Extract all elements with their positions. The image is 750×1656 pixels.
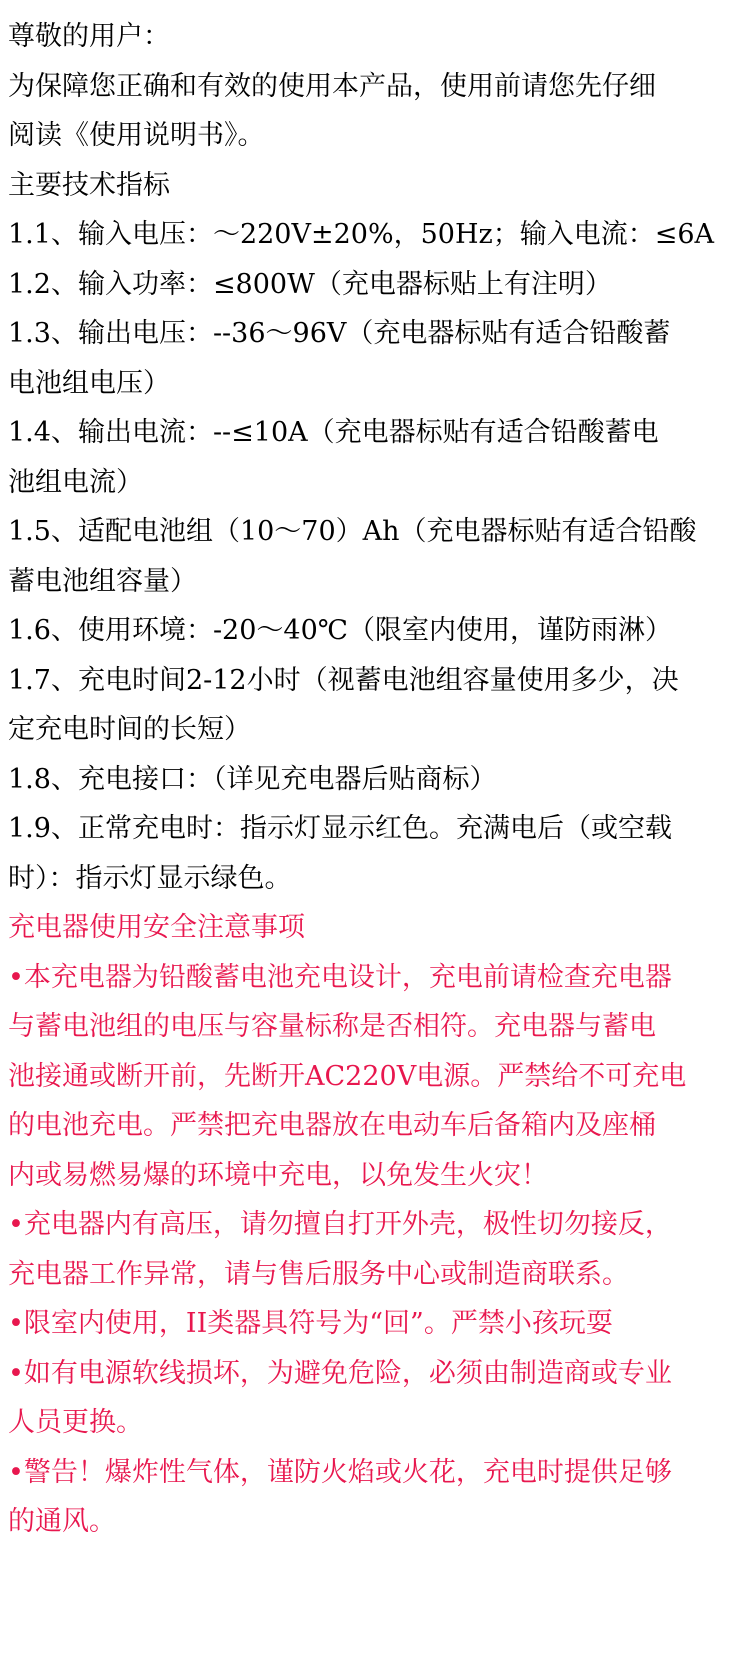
- safety-line: 池接通或断开前，先断开AC220V电源。严禁给不可充电: [8, 1060, 687, 1092]
- safety-line: •限室内使用，II类器具符号为“回”。严禁小孩玩耍: [8, 1308, 613, 1339]
- spec-line: 蓄电池组容量）: [8, 565, 197, 597]
- spec-line: 1.5、适配电池组（10～70）Ah（充电器标贴有适合铅酸: [8, 516, 697, 547]
- intro-line: 阅读《使用说明书》。: [8, 120, 265, 151]
- spec-line: 电池组电压）: [8, 367, 170, 399]
- spec-line: 池组电流）: [8, 466, 143, 498]
- safety-line: •如有电源软线损坏，为避免危险，必须由制造商或专业: [8, 1357, 672, 1389]
- spec-line: 1.4、输出电流：--≤10A（充电器标贴有适合铅酸蓄电: [8, 417, 659, 448]
- specs-heading: 主要技术指标: [8, 169, 170, 201]
- spec-line: 定充电时间的长短）: [8, 714, 251, 745]
- safety-line: 的电池充电。严禁把充电器放在电动车后备箱内及座桶: [8, 1110, 656, 1141]
- safety-line: 充电器工作异常，请与售后服务中心或制造商联系。: [8, 1258, 629, 1290]
- safety-line: •充电器内有高压，请勿擅自打开外壳，极性切勿接反，: [8, 1209, 672, 1240]
- safety-line: •警告！爆炸性气体，谨防火焰或火花，充电时提供足够: [8, 1456, 672, 1488]
- spec-line: 1.3、输出电压：--36～96V（充电器标贴有适合铅酸蓄: [8, 318, 671, 349]
- safety-heading: 充电器使用安全注意事项: [8, 912, 305, 943]
- safety-line: 的通风。: [8, 1506, 116, 1537]
- safety-line: 内或易燃易爆的环境中充电，以免发生火灾！: [8, 1159, 548, 1191]
- spec-line: 1.7、充电时间2-12小时（视蓄电池组容量使用多少，决: [8, 664, 679, 696]
- spec-line: 1.9、正常充电时：指示灯显示红色。充满电后（或空载: [8, 813, 672, 844]
- greeting: 尊敬的用户：: [8, 21, 170, 52]
- spec-line: 1.1、输入电压：～220V±20%，50Hz；输入电流：≤6A: [8, 219, 715, 250]
- spec-line: 1.2、输入功率：≤800W（充电器标贴上有注明）: [8, 268, 612, 300]
- safety-line: •本充电器为铅酸蓄电池充电设计，充电前请检查充电器: [8, 961, 672, 993]
- safety-line: 与蓄电池组的电压与容量标称是否相符。充电器与蓄电: [8, 1011, 656, 1042]
- spec-line: 1.6、使用环境：-20～40℃（限室内使用，谨防雨淋）: [8, 615, 672, 646]
- intro-line: 为保障您正确和有效的使用本产品，使用前请您先仔细: [8, 70, 656, 102]
- spec-line: 时）：指示灯显示绿色。: [8, 862, 292, 894]
- safety-line: 人员更换。: [8, 1407, 143, 1438]
- spec-line: 1.8、充电接口：（详见充电器后贴商标）: [8, 763, 497, 795]
